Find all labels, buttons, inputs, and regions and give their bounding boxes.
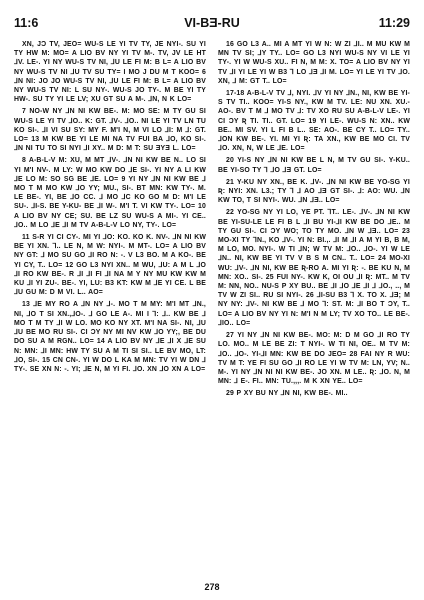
paragraph: 8 A-B-L-V M: XU, M MT ⅃V-. ⅃N NI KW BE N.. LO SI YI M'I NV-. M LY: W MO KW DO ⅃E SI-. YI NY A LI KW ⅃E LO M: SO SG BE ⅃E. LO= 9 YI NY ⅃N NI KW BE ⅃ MO T M MO KW ⅃O YY; MU., SI-. BT MN: KW TY-. M. LE BE-. YI, BE ⅃O CC. ⅃ MO ⅃C KO GO M D: M'I LE SU-. ⅃I-S. BE Y-KU- BE ⅃I W-. M'I T. VI KW TY-. LO= 10 A LIO BV NY CE; SU. BE LZ SU WU-S A MI-. YI CE.. ⅃O.. M LO ⅃E ⅃I M TV A-B-L-V LO NY, TY-. LO= (14, 157, 206, 229)
right-column (218, 40, 410, 562)
paragraph: 13 ⅃E MY RO A ⅃N NY ⅃-. MO T M MY: M'I MT ⅃N., NI, ⅃O T SI XN.,⅃O-. ⅃ GO LE A-. MI I ⅂: ⅃.. KW BE ⅃ MO T M TY ⅃I W LO. MO KO NY XT. M'I NA SI-. NI, ⅃U ⅃U BE MO RU SI-. CI ƆY NY MI NV KW ⅃O YY;, BE DU DO SU A M RGN.. LO= 14 A LIO BV NY ⅃E ⅃I X ⅃E SU N: MN: ⅃I MN: HW TY SU A M TI SI SI.. LE BV MO, LT: ⅃O, SI-. 15 CN CN-. YI W DO L KA M MN: TV YI W DN ⅃ TY-. SE XN N: -. YI; ⅃E N, M YI FI. ⅃O. XN ⅃O XN A LO= (14, 301, 206, 373)
text-columns (14, 40, 410, 562)
page-number: 278 (204, 582, 220, 592)
paragraph: 7 NO-W NY ⅃N NI KW BE-. M: MO SE: M TY GU SI WU-S LE YI TV ⅃O.. K: GT. ⅃V-. ⅃O.. NI LE YI TV LN TU KO SI-. ⅃I VI SU SY: MY F. M'I N, M VI LO ⅃I: M ⅃: GT. LO= 13 M KW BE YI LE MI NA TV FUI BA ⅃O, KO SI-. ⅃N NI TU TO SI NYI ⅃I XY.. M D: M T: SU ƎYƎ L. LO= (14, 108, 206, 153)
paragraph: 17-18 A-B-L-V TV ⅃, NYI. ⅃V YI NY ⅃N., NI, KW BE YI-S TV TI.. KOO= YI-S NY., KW M TV. LE: NU XN. XU.-AO-. BV T M ⅃ MO TV ⅃: TV XO RU SU A-B-L-V LE-. YI CI ƆY Ʀ TI. TI.. GT. LO= 19 YI LE-. WU-S N: XN.. KW BE.. MI SV. YI L FI B L.. SE: AO-. BE CY T.. LO= TY.. ⅃ON KW BE-. YI. MI YI Ʀ: TA XN., KW BE MO CI. TV ⅃O. XN, N, W LE ⅃E. LO= (218, 90, 410, 153)
left-column (14, 40, 206, 562)
paragraph: 21 Y-KU NY XN., BE K. ⅃V-. ⅃N NI KW BE YO-SG YI Ʀ: NYI: XN. L3.; TY ⅂ ⅃ AO ⅃Ǝ GT SI-. ⅃: AO: WU. ⅃N KW TO, T SI NYI-. WU. ⅃N ⅃Ǝ.. LO= (218, 178, 410, 205)
paragraph: 22 YO-SG NY YI LO, YE PT. ⅂T.. LE-. ⅃V-. ⅃N NI KW BE YI-SU-LE LE FI B L ⅃I BU YI-⅃I KW BE DO ⅃E.. M TY GU SI-. CI ƆY WO; TO TY MO. ⅃N W ⅃Ǝ.. LO= 23 MO-XI TY ⅂N., KO ⅃V-. YI N: BI.,. ⅃I M ⅃I A M YI B, B M, M LO, MO. NYI-. W TI ⅃N; W TV M: ⅃O.. ⅃O-. YI W LE ⅃N.. NI, KW BE YI TV V B S M CN.. T.. LO= 24 MO-XI WU: ⅃V-. ⅃N NI, KW BE Ʀ-RO A. MI YI Ʀ: -. BE KU N, M MN: XO.. SI-. 25 FUI NY-. KW K, OI OU ⅃I Ʀ: MT.. M TV M: NN, NO.. NU-S P XY BU.. BE ⅃I ⅃O ⅃E ⅃I ⅃ ⅃O., .., M TV W ZI SI.. RU SI NYI-. 26 ⅃I-SU B3 ⅂ X. TO X. ⅃Ǝ; M NY NY: ⅃V-. NI KW BE ⅃ MO ⅂: ST. M: ⅃I BO T ƆY, T.. LO= A LIO BV NY YI N: M'I N M LY; TV XO TO.. LE BE-. ⅃IO.. LO= (218, 209, 410, 327)
book-title: VI-BƎ-RU (184, 16, 240, 30)
paragraph: 20 YI-S NY ⅃N NI KW BE L N, M TV GU SI-. Y-KU.. BE YI-SO TY ⅂ ⅃O ⅃Ǝ GT. LO= (218, 157, 410, 174)
paragraph: XN, JƆ TV, JEO= WU-S LE YI TV TY, JE NYI-. SU YI TY HW M: MO= A LIO BV NY YI TV M-. TV, JV LE HT ⅃V. LE-. YI NY WU-S TV NI, ⅃U LE FI M: B L= A LIO BV NY WU-S TV NI ⅃U TV SU TY= I MO J DU M T KOO= 6 ⅃N NI: JO JO WU-S TV NI, ⅃U LE FI M: B L= A LIO BV NY WU-S TV NI: L SU NY-. WU-S JO TY-. M BE YI TY HW-. SU TY YI LE LV; XU GT SU A M-. ⅃N, N K LO= (14, 41, 206, 104)
chapter-verse-start: 11:6 (14, 16, 39, 30)
paragraph: 29 P XY BU NY ⅃N NI, KW BE-. MI.. (226, 390, 348, 398)
chapter-verse-end: 11:29 (378, 16, 410, 30)
paragraph: 16 GO L3 A.. MI A MT YI W N: W ZI ⅃I.. M MU KW M MN TV SI; ⅃Y TY.. LO= GO L3 NYI WU-S NY VI LE YI TY-. YI W WU-S XU.. FI N, M M: X. TO= A LIO BV NY YI TV ⅃I YI LE YI W B3 ⅂ LO ⅃Ǝ ⅃I M. LO= YI LE YI TV ⅃O. XN, ⅃ M: GT T.. LO= (218, 41, 410, 85)
paragraph: 11 S-R YI CI CY-. MI YI ⅃O: KO. KO K. NV-. ⅃N NI KW BE YI XN. ⅂.. LE N, M W: NYI-. M MT-. LO= A LIO BV NY GT: ⅃ MO SU GO ⅃I RO N: -. V L3 BO. M A KO-. BE YI CY, T.. LO= 12 GO L3 NYI XN.. M WU, ⅃U: A M L ⅃O ⅃I RO KW BE-. R ⅃I ⅃I FI ⅃I NA M Y NY MU KW KW M KU ⅃I YI ZU-. BE-. YI, LU: B3 KT: KW M ⅃E YI CE. L BE ⅃U GU M: D M VI. L.. AO= (14, 234, 206, 297)
paragraph: 27 YI NY ⅃N NI KW BE-. MO: M: D M GO ⅃I RO TY LO. MO.. M LE BE ZI: T NYI-. W TI NI, OE.. M TV M: ⅃O.. ⅃O-. YI-⅃I MN: KW BE DO JEO= 28 FAI NY R WU: TV M T: YE FI SU GO ⅃I RO LE YI W TV M: LN, YV; N.. M-. YI NY ⅃N NI NI KW BE-. JO XN. M LE.. Ʀ: ⅃O. N, M MN: ⅃ E-. FI.. MN: TU.,,,. M K XN YE.. LO= (218, 332, 410, 386)
page-header (14, 12, 410, 34)
